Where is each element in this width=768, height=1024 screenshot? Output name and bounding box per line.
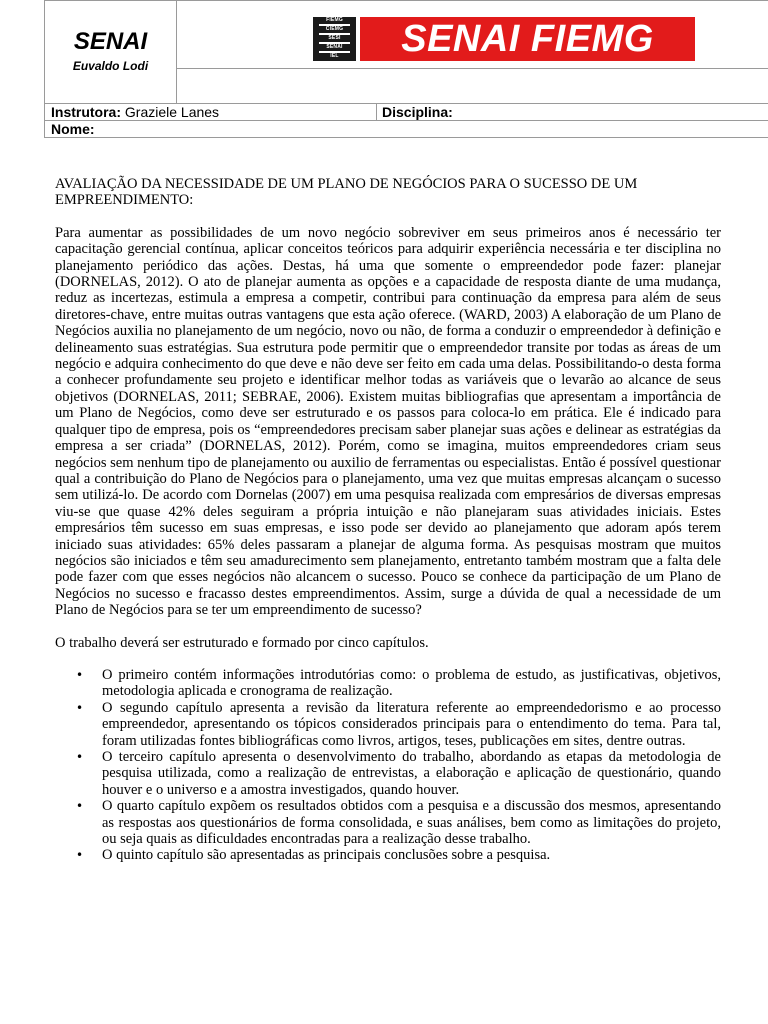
header-table — [44, 0, 768, 166]
badge-line: FIEMG — [326, 17, 343, 23]
disciplina-label: Disciplina: — [382, 104, 453, 120]
list-item — [55, 749, 721, 798]
senai-fiemg-wordmark: SENAI FIEMG — [360, 17, 695, 61]
instrutora-row — [44, 103, 768, 121]
bullet-icon: • — [76, 750, 84, 764]
list-item — [55, 700, 721, 749]
document-body — [55, 176, 721, 864]
senai-logo-title: SENAI — [73, 28, 148, 55]
instrutora-field — [51, 104, 219, 121]
main-paragraph: Para aumentar as possibilidades de um novo negócio sobreviver em seus primeiros anos é necessário ter capacitação gerencial contínua, aplicar conceitos teóricos para adquirir experiência necessária e ter disciplina no planejamento periódico das ações. Destas, há uma que somente o empreendedor pode fazer: planejar (DORNELAS, 2012). O ato de planejar aumenta as opções e a capacidade de resposta diante de uma mudança, reduz as incertezas, estimula a empresa a competir, contribui para continuação da empresa para além de seus diretores-chave, entre muitas outras vantagens que esta ação oferece. (WARD, 2003) A elaboração de um Plano de Negócios auxilia no planejamento de um negócio, novo ou não, de forma a conduzir o empreendedor à definição e delineamento suas estratégias. Sua estrutura pode permitir que o empreendedor transite por todas as áreas de um negócio e adquira conhecimento do que deve e não deve ser feito em cada uma delas. Possibilitando-o desta forma a conhecer profundamente seu projeto e identificar melhor todas as variáveis que o levarão ao alcance de seus objetivos (DORNELAS, 2011; SEBRAE, 2006). Existem muitas bibliografias que apresentam a importância de um Plano de Negócios, como deve ser estruturado e os passos para coloca-lo em prática. Ele é indicado para qualquer tipo de empresa, pois os “empreendedores precisam saber planejar suas ações e delinear as estratégias da empresa a ser criada” (DORNELAS, 2012). Porém, como se imagina, muitos empreendedores criam seus negócios sem nenhum tipo de planejamento ou auxilio de ferramentas ou especialistas. Então é possível questionar qual a contribuição do Plano de Negócios para o planejamento, uma vez que muitas empresas alcançam o sucesso sem utilizá-lo. De acordo com Dornelas (2007) em uma pesquisa realizada com empresários de diversas empresas viu-se que quase 42% deles seguiram a própria intuição e não planejaram suas atividades iniciais. Estes empresários têm sucesso em suas empresas, e isso pode ser devido ao planejamento que adoram após terem iniciado suas atividades: 65% deles passaram a planejar de alguma forma. As pesquisas mostram que muitos negócios são iniciados e têm seu amadurecimento sem planejamento, entretanto também mostram que a falta dele pode fazer com que esses negócios não alcancem o sucesso. Pouco se conhece da participação de um Plano de Negócios no sucesso e fracasso destes empreendimentos. Assim, surge a dúvida de qual a necessidade de um Plano de Negócios para se ter um empreendimento de sucesso? — [55, 224, 722, 619]
nome-row — [44, 120, 768, 138]
nome-label: Nome: — [51, 121, 95, 137]
senai-fiemg-logo — [313, 17, 695, 61]
bullet-icon: • — [76, 667, 84, 682]
list-item-text: O primeiro contém informações introdutórias como: o problema de estudo, as justificativas, objetivos, metodologia aplicada e cronograma de realização. — [102, 666, 721, 700]
bullet-icon: • — [76, 700, 84, 715]
row-divider — [376, 104, 377, 120]
nome-field — [51, 121, 95, 138]
badge-line: CIEMG — [325, 26, 344, 32]
bullet-icon: • — [76, 848, 84, 863]
list-item — [55, 847, 721, 863]
list-item-text: O terceiro capítulo apresenta o desenvolvimento do trabalho, abordando as etapas da metodologia de pesquisa utilizada, como a realização de entrevistas, a elaboração e aplicação de questionário, quando houver e o universo e a amostra investigados, quando houver. — [102, 749, 721, 798]
bullet-icon: • — [76, 799, 84, 814]
chapters-intro: O trabalho deverá ser estruturado e formado por cinco capítulos. — [55, 634, 429, 651]
list-item — [55, 667, 721, 700]
chapters-list — [55, 667, 721, 864]
disciplina-field — [382, 104, 453, 121]
instrutora-label: Instrutora: — [51, 104, 121, 120]
document-title: AVALIAÇÃO DA NECESSIDADE DE UM PLANO DE NEGÓCIOS PARA O SUCESSO DE UM EMPREENDIMENTO: — [55, 176, 638, 209]
list-item-text: O segundo capítulo apresenta a revisão da literatura referente ao empreendedorismo e ao processo empreendedor, apresentando os tópicos considerados principais para o entendimento do tema. Para tal, foram utilizadas fontes bibliográficas como livros, artigos, teses, publicações em sites, dentre outras. — [102, 699, 721, 749]
senai-logo-subtitle: Euvaldo Lodi — [72, 59, 149, 73]
list-item-text: O quinto capítulo são apresentadas as principais conclusões sobre a pesquisa. — [102, 847, 551, 864]
fiemg-system-badge — [313, 17, 356, 61]
header-divider — [176, 68, 768, 69]
badge-line: IEL — [330, 53, 339, 59]
badge-line: SESI — [328, 35, 341, 41]
badge-line: SENAI — [326, 44, 343, 50]
list-item — [55, 798, 721, 847]
list-item-text: O quarto capítulo expõem os resultados obtidos com a pesquisa e a discussão dos mesmos, apresentando as respostas aos questionários de forma consolidada, e suas análises, bem como as limitações do projeto, ou seja quais as dificuldades encontradas para a realização desse trabalho. — [102, 798, 721, 848]
instrutora-value: Graziele Lanes — [121, 104, 220, 120]
